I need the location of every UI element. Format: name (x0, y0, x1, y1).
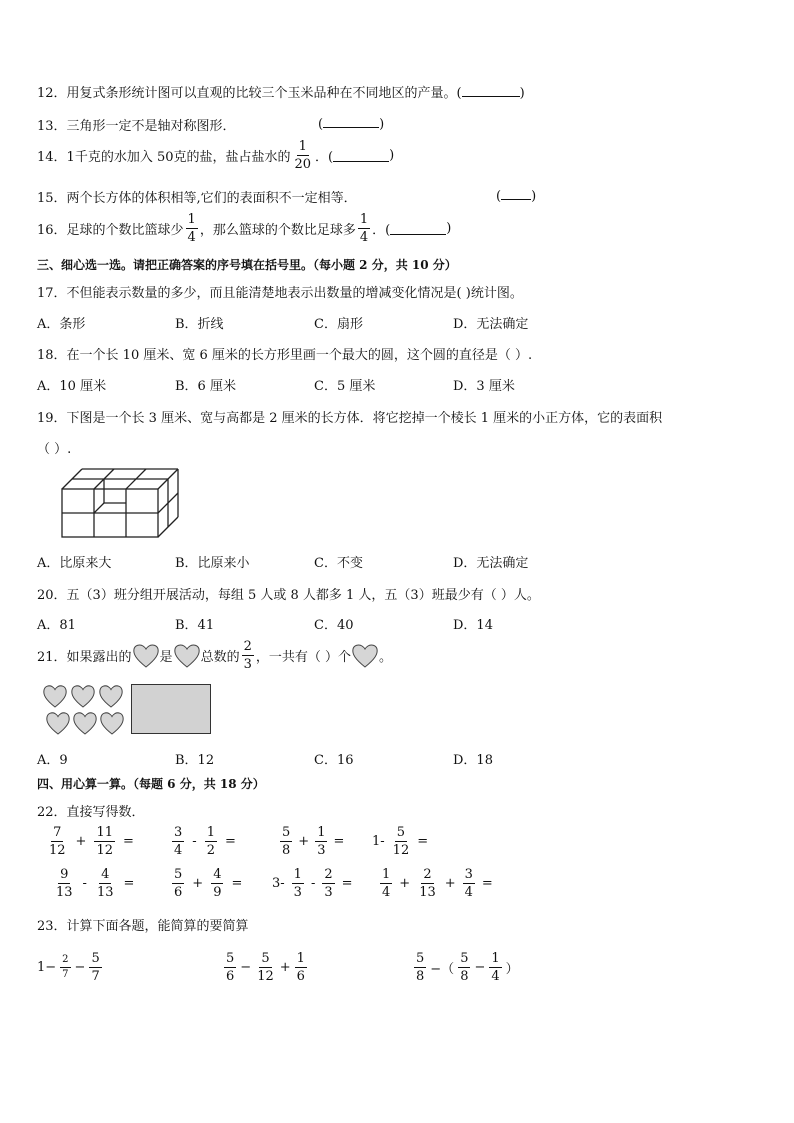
fraction: $\frac{5}{12}$ (257, 951, 274, 984)
option-c[interactable]: C．16 (314, 753, 354, 768)
option-c[interactable]: C．5 厘米 (314, 379, 376, 394)
fraction: $\frac{5}{7}$ (91, 951, 100, 984)
q12-text: 12．用复式条形统计图可以直观的比较三个玉米品种在不同地区的产量。( (37, 86, 462, 101)
option-c[interactable]: C．40 (314, 618, 354, 633)
q22-expr-2: $\frac{3}{4}$ - $\frac{1}{2}$ = (174, 825, 236, 858)
heart-icon (173, 643, 201, 669)
q21-mid2: 总数的 (200, 650, 240, 665)
q13-text: 13．三角形一定不是轴对称图形． (37, 119, 236, 134)
fraction: $\frac{1}{20}$ (294, 139, 312, 172)
q15-text: 15．两个长方体的体积相等,它们的表面积不一定相等． (37, 191, 357, 206)
option-b[interactable]: B．折线 (175, 317, 224, 332)
q16-post: ．( (372, 223, 391, 238)
fraction: $\frac{11}{12}$ (96, 825, 113, 858)
question-12 (37, 82, 525, 101)
fraction: $\frac{1}{4}$ (359, 212, 369, 245)
q23-expr-3: $\frac{5}{8}$ −（ $\frac{5}{8}$ − $\frac{1}{4}$ ） (416, 951, 519, 984)
paren-close: ) (379, 117, 385, 132)
option-d[interactable]: D．无法确定 (453, 317, 529, 332)
section-4-heading: 四、用心算一算。（每题 6 分，共 18 分） (37, 777, 265, 791)
option-a[interactable]: A．10 厘米 (37, 379, 107, 394)
fraction: $\frac{5}{8}$ (460, 951, 469, 984)
q21-mid3: ，一共有（ ）个 (255, 650, 351, 665)
q14-text: 14．1千克的水加入 50克的盐，盐占盐水的 (37, 150, 291, 165)
fraction: $\frac{5}{12}$ (392, 825, 410, 858)
question-19: 19．下图是一个长 3 厘米、宽与高都是 2 厘米的长方体．将它挖掉一个棱长 1 厘米的小正方体，它的表面积 (37, 411, 663, 426)
question-22: 22．直接写得数． (37, 805, 145, 820)
q16-mid: ，那么篮球的个数比足球多 (199, 223, 356, 238)
fraction: $\frac{1}{4}$ (491, 951, 500, 984)
question-19-line2: （ ）. (37, 442, 72, 457)
fraction: $\frac{1}{6}$ (296, 951, 305, 984)
fraction: $\frac{1}{3}$ (317, 825, 326, 858)
option-d[interactable]: D．14 (453, 618, 493, 633)
q22-expr-8: $\frac{1}{4}$ + $\frac{2}{13}$ + $\frac{3}{4}$ = (382, 867, 493, 900)
fraction: $\frac{5}{8}$ (416, 951, 425, 984)
paren-close: ) (519, 86, 525, 101)
option-d[interactable]: D．18 (453, 753, 493, 768)
fraction: $\frac{3}{4}$ (174, 825, 183, 858)
fraction: $\frac{5}{8}$ (282, 825, 291, 858)
q21-text: 21．如果露出的 (37, 650, 132, 665)
q23-expr-1: 1− $\frac{2}{7}$ − $\frac{5}{7}$ (37, 951, 100, 984)
fraction: $\frac{1}{2}$ (206, 825, 215, 858)
option-a[interactable]: A．条形 (37, 317, 86, 332)
option-a[interactable]: A．比原来大 (37, 556, 112, 571)
option-c[interactable]: C．扇形 (314, 317, 363, 332)
heart-icon (132, 643, 160, 669)
paren-close: ) (446, 221, 452, 236)
q21-mid1: 是 (159, 650, 173, 665)
fraction: $\frac{3}{4}$ (464, 867, 473, 900)
q22-expr-3: $\frac{5}{8}$ + $\frac{1}{3}$ = (282, 825, 345, 858)
option-a[interactable]: A．9 (37, 753, 68, 768)
fraction: $\frac{7}{12}$ (49, 825, 66, 858)
paren-close: ) (531, 189, 537, 204)
fraction: $\frac{1}{3}$ (293, 867, 302, 900)
question-13 (37, 115, 236, 134)
fraction: $\frac{2}{3}$ (324, 867, 333, 900)
q22-expr-1: $\frac{7}{12}$ + $\frac{11}{12}$ = (49, 825, 134, 858)
fraction: $\frac{9}{13}$ (56, 867, 73, 900)
covered-box (131, 684, 211, 734)
fraction: $\frac{4}{13}$ (96, 867, 114, 900)
fraction: $\frac{5}{6}$ (174, 867, 183, 900)
section-3-heading: 三、细心选一选。请把正确答案的序号填在括号里。（每小题 2 分，共 10 分） (37, 258, 457, 272)
option-b[interactable]: B．12 (175, 753, 215, 768)
q21-post: 。 (379, 650, 393, 665)
option-d[interactable]: D．无法确定 (453, 556, 529, 571)
fraction: $\frac{2}{13}$ (419, 867, 436, 900)
fraction: $\frac{1}{4}$ (382, 867, 391, 900)
fraction: $\frac{5}{6}$ (226, 951, 235, 984)
paren-open: ( (318, 117, 324, 132)
q22-expr-7: 3- $\frac{1}{3}$ - $\frac{2}{3}$ = (272, 867, 353, 900)
answer-blank[interactable] (462, 84, 520, 97)
answer-blank[interactable] (390, 222, 446, 235)
q22-expr-5: $\frac{9}{13}$ - $\frac{4}{13}$ = (56, 867, 135, 900)
question-21 (37, 640, 392, 671)
question-14 (37, 140, 394, 171)
fraction: $\frac{2}{7}$ (62, 954, 69, 980)
hearts-figure (42, 683, 128, 737)
answer-blank[interactable] (333, 149, 389, 162)
question-18: 18．在一个长 10 厘米、宽 6 厘米的长方形里画一个最大的圆，这个圆的直径是（ ）. (37, 348, 533, 363)
option-c[interactable]: C．不变 (314, 556, 363, 571)
q22-expr-6: $\frac{5}{6}$ + $\frac{4}{9}$ = (174, 867, 243, 900)
option-b[interactable]: B．41 (175, 618, 215, 633)
paren-open: ( (496, 189, 502, 204)
q22-expr-4: 1- $\frac{5}{12}$ = (372, 825, 429, 858)
fraction: $\frac{1}{4}$ (187, 212, 196, 245)
q15-answer (496, 187, 536, 204)
cuboid-figure (60, 466, 180, 542)
q13-answer (318, 115, 384, 132)
question-17: 17．不但能表示数量的多少，而且能清楚地表示出数量的增减变化情况是( )统计图。 (37, 286, 523, 301)
option-b[interactable]: B．6 厘米 (175, 379, 236, 394)
heart-icon (351, 643, 379, 669)
q23-expr-2: $\frac{5}{6}$ − $\frac{5}{12}$ + $\frac{1}{6}$ (226, 951, 305, 984)
q14-post: ．( (315, 150, 334, 165)
fraction: $\frac{4}{9}$ (213, 867, 222, 900)
question-15 (37, 187, 357, 206)
q16-text: 16．足球的个数比篮球少 (37, 223, 184, 238)
question-20: 20．五（3）班分组开展活动，每组 5 人或 8 人都多 1 人，五（3）班最少有（ ）人。 (37, 588, 540, 603)
fraction: $\frac{2}{3}$ (243, 639, 252, 672)
option-b[interactable]: B．比原来小 (175, 556, 250, 571)
answer-blank[interactable] (501, 187, 531, 200)
answer-blank[interactable] (323, 115, 379, 128)
option-d[interactable]: D．3 厘米 (453, 379, 515, 394)
option-a[interactable]: A．81 (37, 618, 76, 633)
paren-close: ) (389, 148, 395, 163)
question-16 (37, 213, 451, 244)
question-23: 23．计算下面各题，能简算的要简算 (37, 919, 249, 934)
